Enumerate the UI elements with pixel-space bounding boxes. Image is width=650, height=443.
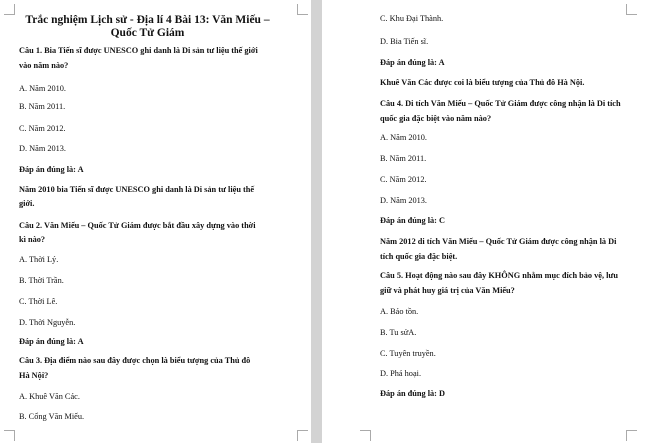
document-page-right [322,0,650,443]
question-2-line-1: Câu 2. Văn Miếu – Quốc Tử Giám được bắt đầu xây dựng vào thời [19,221,256,230]
question-5-line-2: giữ và phát huy giá trị của Văn Miếu? [380,286,515,295]
option: A. Khuê Văn Các. [19,392,80,401]
option: B. Tu sửA. [380,328,417,337]
answer: Đáp án đúng là: A [19,165,84,174]
question-3-line-1: Câu 3. Địa điểm nào sau đây được chọn là biểu tượng của Thủ đô [19,356,251,365]
option: A. Năm 2010. [380,133,428,142]
option: B. Năm 2011. [380,154,427,163]
document-title-line-2: Quốc Tử Giám [110,27,185,39]
option: C. Tuyên truyền. [380,349,436,358]
answer: Đáp án đúng là: D [380,389,446,398]
question-2-line-2: kì nào? [19,235,46,244]
answer: Đáp án đúng là: A [380,58,445,67]
option: C. Khu Đại Thành. [380,14,444,23]
option: D. Năm 2013. [380,196,428,205]
option: D. Thời Nguyễn. [19,318,76,327]
question-3-line-2: Hà Nội? [19,371,49,380]
option: B. Cổng Văn Miếu. [19,412,85,421]
option: A. Năm 2010. [19,84,67,93]
explanation: Khuê Văn Các được coi là biểu tượng của Thủ đô Hà Nội. [380,78,585,87]
option: A. Bảo tồn. [380,307,419,316]
question-1-line-2: vào năm nào? [19,61,69,70]
option: B. Năm 2011. [19,102,66,111]
option: D. Năm 2013. [19,144,67,153]
option: C. Năm 2012. [380,175,427,184]
option: C. Năm 2012. [19,124,66,133]
option: D. Bia Tiến sĩ. [380,37,429,46]
explanation-line-2: giới. [19,199,35,208]
document-title-line-1: Trắc nghiệm Lịch sử - Địa lí 4 Bài 13: Văn Miếu – [25,14,270,26]
question-4-line-1: Câu 4. Di tích Văn Miếu – Quốc Tử Giám được công nhận là Di tích [380,99,621,108]
explanation-line-2: tích quốc gia đặc biệt. [380,252,458,261]
explanation-line-1: Năm 2012 di tích Văn Miếu – Quốc Tử Giám được công nhận là Di [380,237,617,246]
answer: Đáp án đúng là: A [19,337,84,346]
option: D. Phá hoại. [380,369,422,378]
option: B. Thời Trần. [19,276,64,285]
question-1-line-1: Câu 1. Bia Tiến sĩ được UNESCO ghi danh là Di sản tư liệu thế giới [19,46,258,55]
option: C. Thời Lê. [19,297,58,306]
explanation-line-1: Năm 2010 bia Tiến sĩ được UNESCO ghi danh là Di sản tư liệu thế [19,185,255,194]
document-page-left [0,0,311,443]
page-gap [311,0,322,443]
question-5-line-1: Câu 5. Hoạt động nào sau đây KHÔNG nhằm mục đích bảo vệ, lưu [380,271,619,280]
option: A. Thời Lý. [19,255,59,264]
answer: Đáp án đúng là: C [380,216,446,225]
question-4-line-2: quốc gia đặc biệt vào năm nào? [380,114,492,123]
